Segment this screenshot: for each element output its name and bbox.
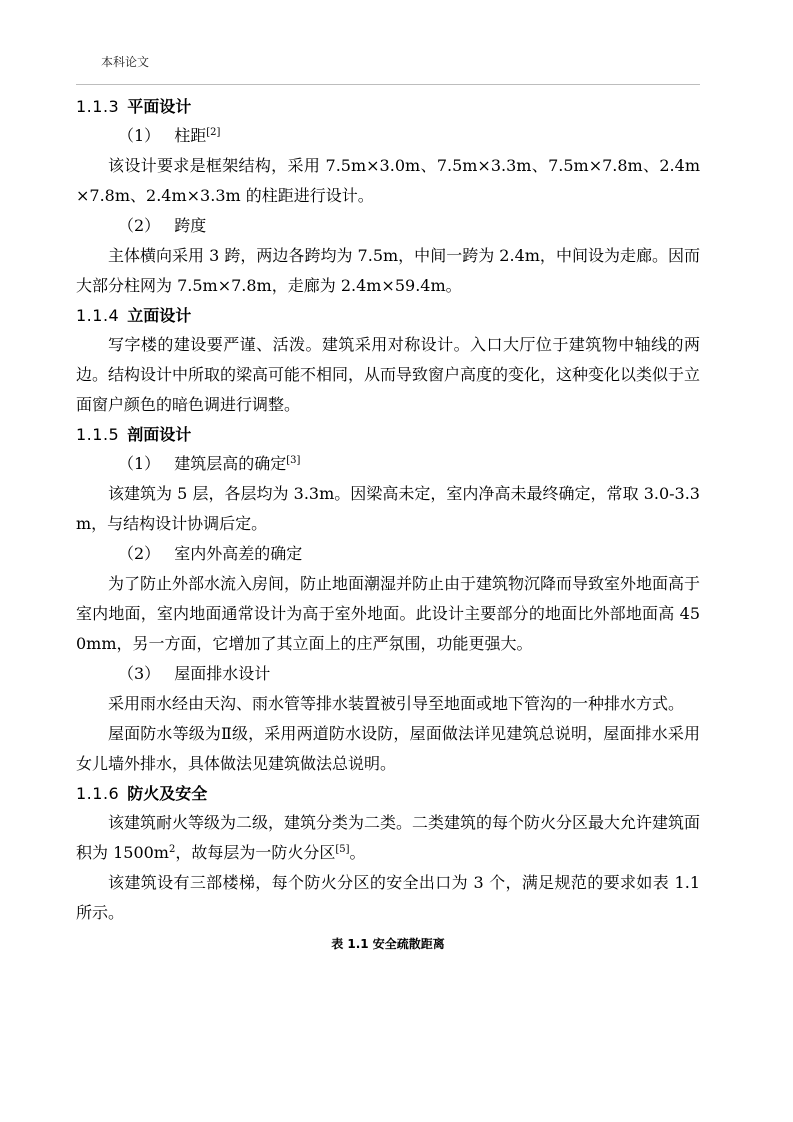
section-title: 防火及安全 — [127, 784, 208, 803]
section-number: 1.1.4 — [76, 306, 120, 325]
paragraph: 主体横向采用 3 跨，两边各跨均为 7.5m，中间一跨为 2.4m，中间设为走廊。因而大部分柱网为 7.5m×7.8m，走廊为 2.4m×59.4m。 — [76, 246, 700, 295]
section-number: 1.1.6 — [76, 784, 120, 803]
text-run: 。 — [349, 843, 366, 862]
paragraph: 该设计要求是框架结构，采用 7.5m×3.0m、7.5m×3.3m、7.5m×7.8m、2.4m×7.8m、2.4m×3.3m 的柱距进行设计。 — [76, 156, 700, 205]
item-label: （1） — [118, 126, 161, 145]
list-item-column-spacing — [76, 121, 700, 151]
paragraph: 写字楼的建设要严谨、活泼。建筑采用对称设计。入口大厅位于建筑物中轴线的两边。结构设计中所取的梁高可能不相同，从而导致窗户高度的变化，这种变化以类似于立面窗户颜色的暗色调进行调整。 — [76, 335, 701, 414]
list-item-roof-drainage — [76, 659, 700, 689]
paragraph: 该建筑为 5 层，各层均为 3.3m。因梁高未定，室内净高未最终确定，常取 3.0-3.3m，与结构设计协调后定。 — [76, 484, 700, 533]
section-title: 立面设计 — [127, 306, 192, 325]
citation-ref: [3] — [286, 455, 301, 466]
citation-ref: [2] — [206, 127, 221, 138]
section-title: 平面设计 — [127, 97, 192, 116]
list-item-floor-height — [76, 449, 700, 479]
running-header: 本科论文 — [101, 55, 150, 69]
item-text: 柱距 — [174, 126, 207, 145]
item-label: （3） — [118, 664, 161, 683]
text-run: ，故每层为一防火分区 — [175, 843, 336, 862]
item-text: 建筑层高的确定 — [174, 454, 287, 473]
paragraph: 该建筑设有三部楼梯，每个防火分区的安全出口为 3 个，满足规范的要求如表 1.1 所示。 — [76, 873, 700, 922]
page-body — [76, 92, 700, 954]
section-title: 剖面设计 — [127, 425, 192, 444]
section-heading-1-1-5 — [76, 420, 700, 449]
paragraph: 屋面防水等级为Ⅱ级，采用两道防水设防，屋面做法详见建筑总说明，屋面排水采用女儿墙外排水，具体做法见建筑做法总说明。 — [76, 724, 700, 773]
superscript: 2 — [168, 844, 176, 855]
item-text: 屋面排水设计 — [174, 664, 271, 683]
item-label: （1） — [118, 454, 161, 473]
item-label: （2） — [118, 216, 161, 235]
section-heading-1-1-3 — [76, 92, 700, 121]
paragraph — [76, 808, 700, 868]
list-item-span — [76, 211, 700, 241]
section-heading-1-1-6 — [76, 779, 700, 808]
table-caption: 表 1.1 安全疏散距离 — [331, 937, 445, 951]
header-rule — [76, 84, 700, 85]
list-item-level-difference — [76, 539, 700, 569]
item-label: （2） — [118, 544, 161, 563]
item-text: 室内外高差的确定 — [174, 544, 303, 563]
item-text: 跨度 — [174, 216, 207, 235]
paragraph: 采用雨水经由天沟、雨水管等排水装置被引导至地面或地下管沟的一种排水方式。 — [108, 694, 685, 713]
section-number: 1.1.3 — [76, 97, 120, 116]
section-heading-1-1-4 — [76, 301, 700, 330]
section-number: 1.1.5 — [76, 425, 120, 444]
paragraph: 为了防止外部水流入房间，防止地面潮湿并防止由于建筑物沉降而导致室外地面高于室内地面，室内地面通常设计为高于室外地面。此设计主要部分的地面比外部地面高 450mm，另一方面，它增加了其立面上的庄严氛围，功能更强大。 — [76, 574, 701, 653]
citation-ref: [5] — [335, 844, 350, 855]
text-run: 该建筑耐火等级为二级，建筑分类为二类。二类建筑的每个防火分区最大允许建筑面积为 1500m — [76, 813, 701, 862]
